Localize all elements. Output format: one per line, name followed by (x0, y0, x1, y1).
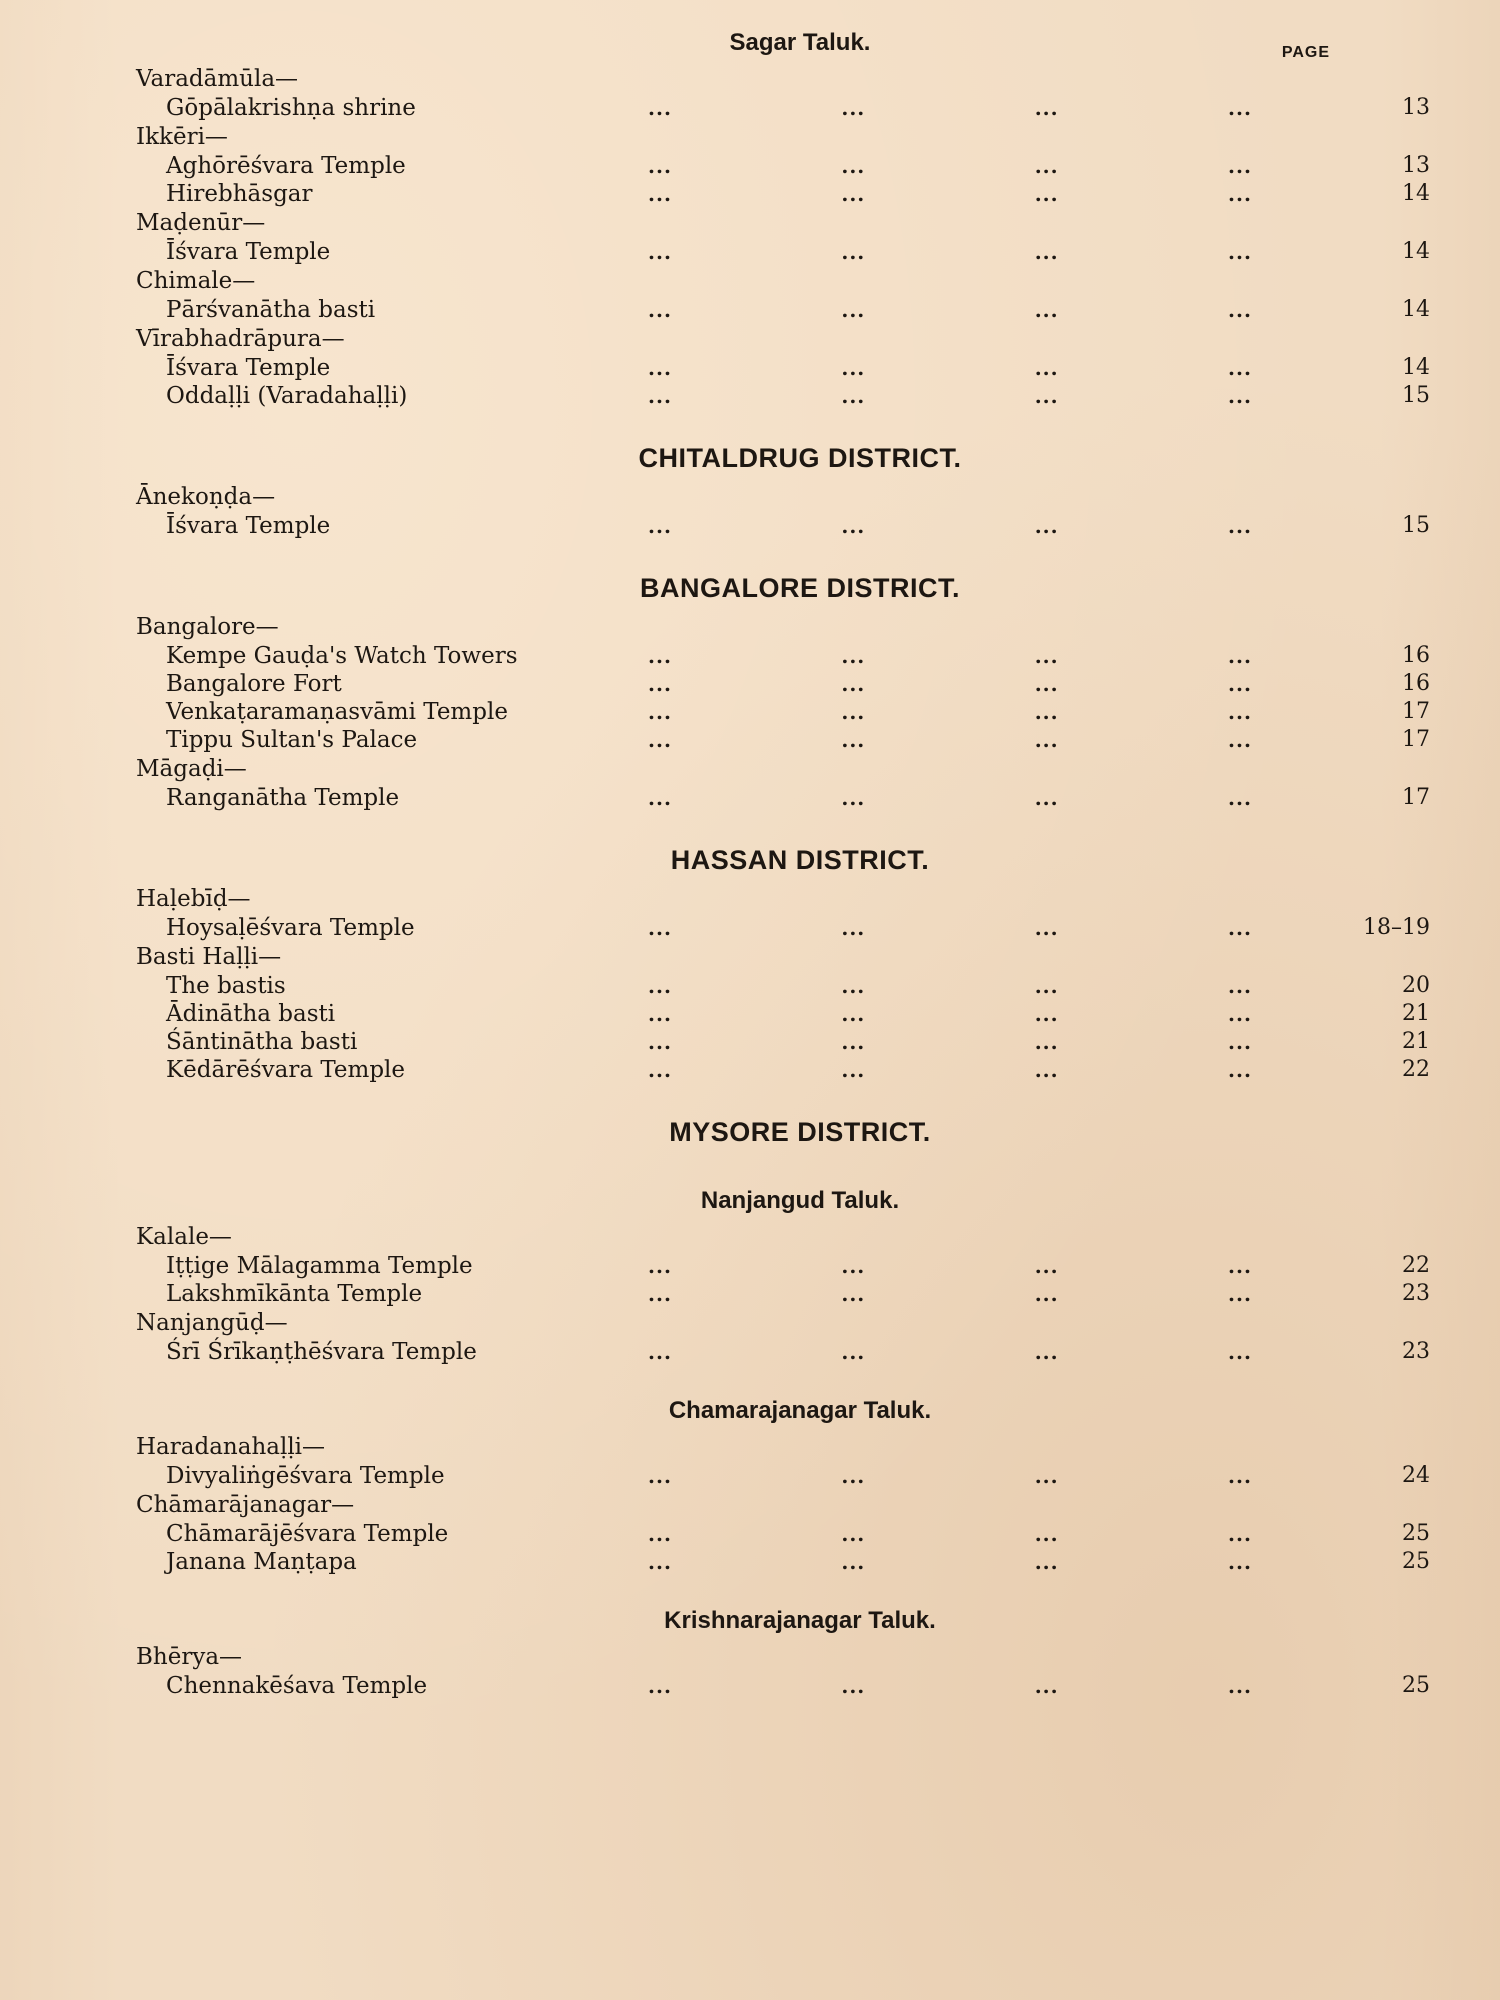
leader-dot-group: ... (1034, 700, 1059, 724)
leader-dot-group: ... (841, 1464, 866, 1488)
leader-dot-group: ... (1228, 356, 1252, 380)
entry-title: Janana Maṇṭapa (166, 1549, 357, 1575)
leader-dot-group: ... (1228, 240, 1252, 264)
leader-dot-group: ... (648, 786, 672, 810)
entry-page-number: 17 (1402, 699, 1430, 724)
leader-dot-group: ... (648, 356, 672, 380)
district-heading: CHITALDRUG DISTRICT. (638, 443, 962, 473)
leader-dot-group: ... (1228, 1464, 1252, 1488)
leader-dots (630, 296, 1270, 324)
leader-dots (630, 238, 1270, 266)
leader-dot-group: ... (1034, 672, 1059, 696)
district-heading: MYSORE DISTRICT. (669, 1117, 931, 1147)
contents-entry (110, 1672, 1430, 1700)
district-heading: HASSAN DISTRICT. (670, 845, 930, 875)
leader-dot-group: ... (1034, 1002, 1059, 1026)
leader-dot-group: ... (841, 1522, 866, 1546)
leader-dot-group: ... (1228, 298, 1252, 322)
entry-title: Īśvara Temple (166, 355, 331, 381)
leader-dot-group: ... (1034, 1340, 1059, 1364)
contents-entry (110, 1056, 1430, 1084)
leader-dot-group: ... (648, 700, 672, 724)
entry-page-number: 21 (1402, 1001, 1430, 1026)
contents-entry (110, 698, 1430, 726)
leader-dots (630, 914, 1270, 942)
entry-title: Hoysaḷēśvara Temple (166, 915, 415, 941)
entry-page-number: 22 (1402, 1057, 1430, 1082)
entry-title: Oddaḷḷi (Varadahaḷḷi) (166, 383, 408, 409)
entry-page-number: 14 (1402, 181, 1430, 206)
leader-dot-group: ... (1228, 1282, 1252, 1306)
entry-page-number: 16 (1402, 671, 1430, 696)
leader-dot-group: ... (648, 154, 672, 178)
leader-dots (630, 698, 1270, 726)
entry-page-number: 23 (1402, 1281, 1430, 1306)
leader-dot-group: ... (841, 1058, 866, 1082)
leader-dot-group: ... (1034, 728, 1059, 752)
contents-entry (110, 1280, 1430, 1308)
entry-page-number: 21 (1402, 1029, 1430, 1054)
leader-dots (630, 1000, 1270, 1028)
leader-dot-group: ... (648, 298, 672, 322)
leader-dot-group: ... (648, 1282, 672, 1306)
leader-dot-group: ... (1034, 644, 1059, 668)
leader-dot-group: ... (648, 1254, 672, 1278)
entry-page-number: 14 (1402, 239, 1430, 264)
leader-dot-group: ... (841, 1282, 866, 1306)
leader-dots (630, 512, 1270, 540)
leader-dot-group: ... (1034, 1522, 1059, 1546)
leader-dot-group: ... (841, 1254, 866, 1278)
leader-dot-group: ... (841, 514, 866, 538)
contents-entry (110, 642, 1430, 670)
taluk-heading: Nanjangud Taluk. (700, 1187, 900, 1214)
leader-dot-group: ... (841, 298, 866, 322)
leader-dot-group: ... (648, 1058, 672, 1082)
leader-dot-group: ... (841, 644, 866, 668)
spacer (110, 1366, 1430, 1390)
entry-page-number: 25 (1402, 1521, 1430, 1546)
leader-dot-group: ... (1034, 916, 1059, 940)
leader-dots (630, 382, 1270, 410)
leader-dot-group: ... (648, 1030, 672, 1054)
leader-dot-group: ... (1228, 384, 1252, 408)
leader-dot-group: ... (841, 1550, 866, 1574)
entry-title: Pārśvanātha basti (166, 297, 376, 323)
leader-dot-group: ... (841, 672, 866, 696)
leader-dot-group: ... (1034, 1282, 1059, 1306)
entry-title: Chennakēśava Temple (166, 1673, 428, 1699)
leader-dots (630, 1548, 1270, 1576)
leader-dot-group: ... (841, 786, 866, 810)
contents-entry (110, 296, 1430, 324)
place-name: Chimale— (136, 268, 256, 294)
taluk-heading: Sagar Taluk. (729, 29, 871, 56)
place-name: Haradanahaḷḷi— (136, 1434, 326, 1460)
entry-page-number: 25 (1402, 1673, 1430, 1698)
entry-title: Venkaṭaramaṇasvāmi Temple (166, 699, 508, 725)
entry-page-number: 20 (1402, 973, 1430, 998)
leader-dot-group: ... (841, 916, 866, 940)
contents-entry (110, 972, 1430, 1000)
leader-dot-group: ... (648, 1340, 672, 1364)
table-of-contents (110, 22, 1430, 1700)
contents-entry (110, 784, 1430, 812)
leader-dot-group: ... (1034, 182, 1059, 206)
leader-dot-group: ... (1034, 1058, 1059, 1082)
leader-dot-group: ... (648, 182, 672, 206)
entry-page-number: 17 (1402, 727, 1430, 752)
spacer (110, 1156, 1430, 1180)
spacer (110, 410, 1430, 434)
place-name: Vīrabhadrāpura— (136, 326, 345, 352)
leader-dot-group: ... (1034, 154, 1059, 178)
place-name: Nanjangūḍ— (136, 1310, 288, 1336)
entry-title: The bastis (166, 973, 286, 999)
leader-dots (630, 94, 1270, 122)
entry-page-number: 24 (1402, 1463, 1430, 1488)
entry-title: Kēdārēśvara Temple (166, 1057, 406, 1083)
entry-page-number: 14 (1402, 355, 1430, 380)
entry-title: Ādinātha basti (166, 1001, 336, 1027)
leader-dot-group: ... (841, 1002, 866, 1026)
place-name: Haḷebīḍ— (136, 886, 251, 912)
leader-dot-group: ... (841, 154, 866, 178)
leader-dot-group: ... (1228, 1002, 1252, 1026)
leader-dot-group: ... (1228, 1254, 1252, 1278)
leader-dot-group: ... (1228, 1674, 1252, 1698)
leader-dot-group: ... (1034, 1030, 1059, 1054)
spacer (110, 812, 1430, 836)
leader-dot-group: ... (841, 96, 866, 120)
place-name: Varadāmūla— (136, 66, 299, 92)
entry-title: Gōpālakrishṇa shrine (166, 95, 416, 121)
contents-entry (110, 1028, 1430, 1056)
entry-title: Chāmarājēśvara Temple (166, 1521, 449, 1547)
leader-dot-group: ... (648, 1674, 672, 1698)
leader-dot-group: ... (648, 916, 672, 940)
leader-dot-group: ... (841, 1674, 866, 1698)
entry-page-number: 16 (1402, 643, 1430, 668)
spacer (110, 1576, 1430, 1600)
leader-dot-group: ... (1034, 1254, 1059, 1278)
entry-page-number: 22 (1402, 1253, 1430, 1278)
place-name: Maḍenūr— (136, 210, 266, 236)
contents-entry (110, 512, 1430, 540)
place-name: Kalale— (136, 1224, 232, 1250)
leader-dot-group: ... (1228, 644, 1252, 668)
contents-entry (110, 1338, 1430, 1366)
place-name: Ānekoṇḍa— (136, 484, 276, 510)
leader-dot-group: ... (841, 974, 866, 998)
contents-entry (110, 382, 1430, 410)
leader-dot-group: ... (648, 1002, 672, 1026)
contents-entry (110, 1252, 1430, 1280)
leader-dot-group: ... (1228, 1550, 1252, 1574)
entry-title: Īśvara Temple (166, 513, 331, 539)
leader-dots (630, 642, 1270, 670)
entry-page-number: 14 (1402, 297, 1430, 322)
leader-dots (630, 726, 1270, 754)
entry-page-number: 15 (1402, 513, 1430, 538)
contents-entry (110, 1462, 1430, 1490)
leader-dots (630, 1028, 1270, 1056)
contents-entry (110, 1520, 1430, 1548)
entry-title: Bangalore Fort (166, 671, 342, 697)
leader-dot-group: ... (1228, 974, 1252, 998)
leader-dot-group: ... (1034, 384, 1059, 408)
leader-dot-group: ... (1228, 728, 1252, 752)
contents-entry (110, 670, 1430, 698)
contents-entry (110, 180, 1430, 208)
leader-dot-group: ... (648, 644, 672, 668)
district-heading: BANGALORE DISTRICT. (640, 573, 960, 603)
leader-dot-group: ... (648, 1522, 672, 1546)
leader-dot-group: ... (1228, 700, 1252, 724)
leader-dot-group: ... (648, 974, 672, 998)
entry-title: Divyaliṅgēśvara Temple (166, 1463, 445, 1489)
leader-dot-group: ... (1034, 356, 1059, 380)
leader-dot-group: ... (648, 514, 672, 538)
leader-dot-group: ... (841, 1340, 866, 1364)
contents-entry (110, 1000, 1430, 1028)
taluk-heading: Chamarajanagar Taluk. (668, 1397, 932, 1424)
leader-dots (630, 180, 1270, 208)
entry-page-number: 13 (1402, 95, 1430, 120)
entry-page-number: 23 (1402, 1339, 1430, 1364)
leader-dots (630, 1520, 1270, 1548)
contents-entry (110, 914, 1430, 942)
leader-dot-group: ... (1034, 96, 1059, 120)
spacer (110, 1084, 1430, 1108)
place-name: Bangalore— (136, 614, 279, 640)
leader-dot-group: ... (1034, 1464, 1059, 1488)
contents-entry (110, 152, 1430, 180)
leader-dot-group: ... (1228, 182, 1252, 206)
leader-dot-group: ... (841, 240, 866, 264)
leader-dots (630, 784, 1270, 812)
leader-dots (630, 1462, 1270, 1490)
leader-dot-group: ... (841, 356, 866, 380)
leader-dot-group: ... (1228, 1340, 1252, 1364)
entry-title: Tippu Sultan's Palace (166, 727, 418, 753)
leader-dot-group: ... (648, 672, 672, 696)
contents-entry (110, 238, 1430, 266)
leader-dot-group: ... (1228, 672, 1252, 696)
entry-page-number: 13 (1402, 153, 1430, 178)
leader-dots (630, 670, 1270, 698)
entry-title: Kempe Gauḍa's Watch Towers (166, 643, 518, 669)
contents-entry (110, 354, 1430, 382)
contents-entry (110, 726, 1430, 754)
spacer (110, 540, 1430, 564)
leader-dot-group: ... (648, 240, 672, 264)
leader-dot-group: ... (1228, 1030, 1252, 1054)
leader-dot-group: ... (1228, 786, 1252, 810)
leader-dot-group: ... (1228, 1058, 1252, 1082)
entry-title: Śrī Śrīkaṇṭhēśvara Temple (166, 1339, 477, 1365)
leader-dots (630, 1338, 1270, 1366)
place-name: Chāmarājanagar— (136, 1492, 355, 1518)
leader-dot-group: ... (841, 700, 866, 724)
leader-dot-group: ... (841, 384, 866, 408)
leader-dot-group: ... (1228, 1522, 1252, 1546)
leader-dot-group: ... (1228, 916, 1252, 940)
place-name: Bhērya— (136, 1644, 243, 1670)
leader-dot-group: ... (648, 384, 672, 408)
leader-dots (630, 1280, 1270, 1308)
entry-page-number: 25 (1402, 1549, 1430, 1574)
entry-title: Aghōrēśvara Temple (166, 153, 406, 179)
place-name: Ikkēri— (136, 124, 228, 150)
leader-dot-group: ... (1228, 154, 1252, 178)
leader-dots (630, 354, 1270, 382)
place-name: Māgaḍi— (136, 756, 247, 782)
leader-dots (630, 1056, 1270, 1084)
leader-dot-group: ... (648, 1464, 672, 1488)
entry-title: Iṭṭige Mālagamma Temple (166, 1253, 473, 1279)
leader-dot-group: ... (1228, 514, 1252, 538)
entry-page-number: 17 (1402, 785, 1430, 810)
leader-dot-group: ... (1034, 1674, 1059, 1698)
leader-dot-group: ... (841, 1030, 866, 1054)
entry-title: Ranganātha Temple (166, 785, 400, 811)
contents-entry (110, 94, 1430, 122)
leader-dot-group: ... (841, 728, 866, 752)
leader-dot-group: ... (648, 728, 672, 752)
leader-dots (630, 152, 1270, 180)
leader-dot-group: ... (1034, 240, 1059, 264)
page-column-label: PAGE (1281, 44, 1330, 61)
leader-dot-group: ... (1228, 96, 1252, 120)
contents-entry (110, 1548, 1430, 1576)
entry-title: Īśvara Temple (166, 239, 331, 265)
taluk-heading: Krishnarajanagar Taluk. (664, 1607, 936, 1634)
leader-dot-group: ... (1034, 514, 1059, 538)
leader-dot-group: ... (1034, 1550, 1059, 1574)
entry-title: Hirebhāsgar (166, 181, 313, 207)
entry-title: Lakshmīkānta Temple (166, 1281, 423, 1307)
entry-page-number: 18–19 (1363, 915, 1430, 940)
leader-dots (630, 972, 1270, 1000)
entry-title: Śāntinātha basti (166, 1029, 358, 1055)
leader-dots (630, 1252, 1270, 1280)
leader-dot-group: ... (1034, 786, 1059, 810)
leader-dot-group: ... (648, 1550, 672, 1574)
leader-dot-group: ... (841, 182, 866, 206)
place-name: Basti Haḷḷi— (136, 944, 282, 970)
leader-dot-group: ... (1034, 298, 1059, 322)
leader-dot-group: ... (648, 96, 672, 120)
leader-dot-group: ... (1034, 974, 1059, 998)
leader-dots (630, 1672, 1270, 1700)
entry-page-number: 15 (1402, 383, 1430, 408)
